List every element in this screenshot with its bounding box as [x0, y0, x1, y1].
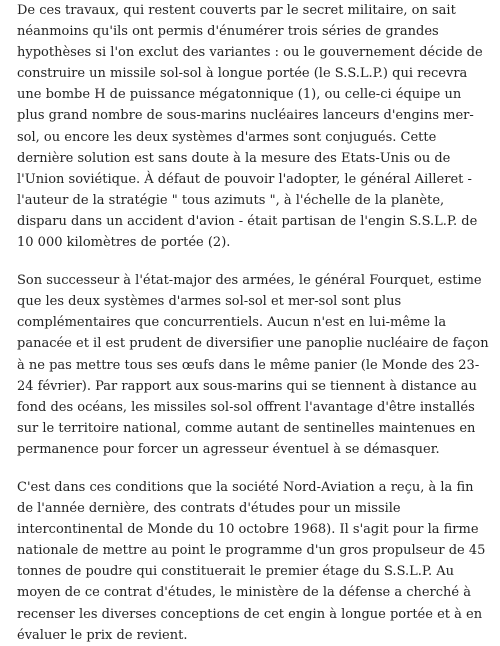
- paragraph-2: Son successeur à l'état-major des armées, le général Fourquet, estime que les deux systèmes d'armes sol-sol et mer-sol sont plus complémentaires que concurrentiels. Aucun n'est en lui-même la panacée et il est prudent de diversifier une panoplie nucléaire de façon à ne pas mettre tous ses œufs dans le même panier (le Monde des 23-24 février). Par rapport aux sous-marins qui se tiennent à distance au fond des océans, les missiles sol-sol offrent l'avantage d'être installés sur le territoire national, comme autant de sentinelles maintenues en permanence pour forcer un agresseur éventuel à se démasquer.: [17, 273, 489, 457]
- paragraph-1: De ces travaux, qui restent couverts par le secret militaire, on sait néanmoins qu'ils ont permis d'énumérer trois séries de grandes hypothèses si l'on exclut des variantes : ou le gouvernement décide de construire un missile sol-sol à longue portée (le S.S.L.P.) qui recevra une bombe H de puissance mégatonnique (1), ou celle-ci équipe un plus grand nombre de sous-marins nucléaires lanceurs d'engins mer-sol, ou encore les deux systèmes d'armes sont conjugués. Cette dernière solution est sans doute à la mesure des Etats-Unis ou de l'Union soviétique. À défaut de pouvoir l'adopter, le général Ailleret - l'auteur de la stratégie " tous azimuts ", à l'échelle de la planète, disparu dans un accident d'avion - était partisan de l'engin S.S.L.P. de 10 000 kilomètres de portée (2).: [17, 3, 483, 251]
- paragraph-3: C'est dans ces conditions que la société Nord-Aviation a reçu, à la fin de l'année dernière, des contrats d'études pour un missile intercontinental de Monde du 10 octobre 1968). Il s'agit pour la firme nationale de mettre au point le programme d'un gros propulseur de 45 tonnes de poudre qui constituerait le premier étage du S.S.L.P. Au moyen de ce contrat d'études, le ministère de la défense a cherché à recenser les diverses conceptions de cet engin à longue portée et à en évaluer le prix de revient.: [17, 479, 486, 643]
